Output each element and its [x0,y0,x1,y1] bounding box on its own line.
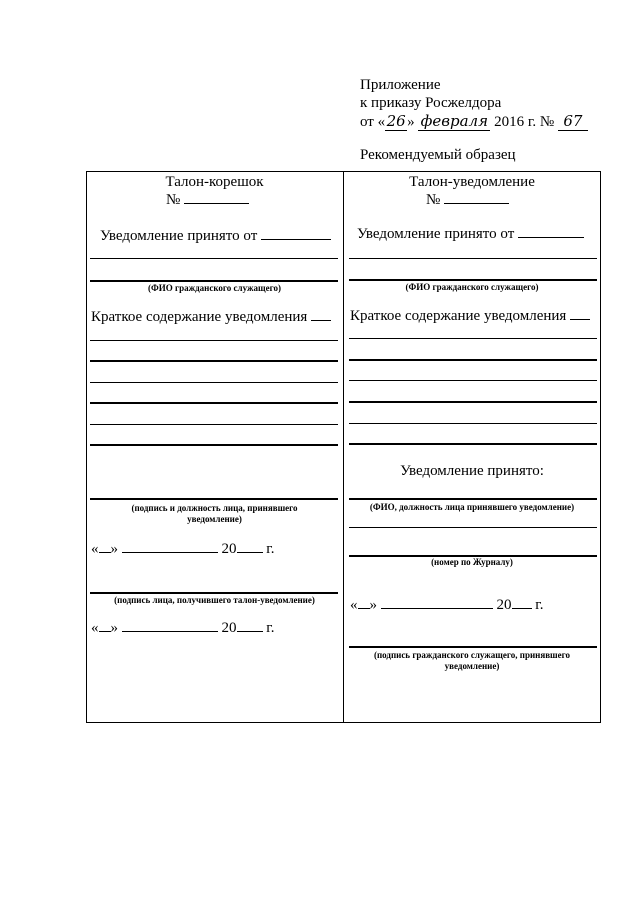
left-date2-year-blank[interactable] [237,618,263,632]
left-date2-month-blank[interactable] [122,618,218,632]
left-summary-line-3[interactable] [90,382,338,383]
right-date-field [350,595,543,614]
left-summary-line-1[interactable] [90,340,338,341]
left-date2-open: « [91,620,99,636]
date-open-quote: от « [360,114,386,130]
right-summary-line-5[interactable] [349,423,597,424]
right-number-blank[interactable] [444,190,509,204]
order-reference: к приказу Росжелдора [360,95,502,111]
right-date-close: » [369,597,377,613]
handwritten-month: февраля [418,112,490,131]
right-summary-line-6[interactable] [349,443,597,445]
left-date2-day-blank[interactable] [99,618,111,632]
right-signature-caption-1: (подпись гражданского служащего, принявшего [373,650,571,660]
sample-label: Рекомендуемый образец [360,147,516,163]
right-summary-line-4[interactable] [349,401,597,403]
right-date-open: « [350,597,358,613]
right-fio-caption: (ФИО гражданского служащего) [405,282,539,292]
right-received-from-label: Уведомление принято от [357,226,515,242]
left-summary-line-4[interactable] [90,402,338,404]
order-date-line [360,112,588,131]
right-date-month-blank[interactable] [381,595,493,609]
right-acceptor-line[interactable] [349,498,597,500]
right-summary-line-3[interactable] [349,380,597,381]
right-date-year: 20 [496,597,512,613]
left-received-from-label: Уведомление принято от [100,228,258,244]
right-accepted-label: Уведомление принято: [400,463,544,479]
left-summary-label: Краткое содержание уведомления [91,309,308,325]
right-acceptor-line-2[interactable] [349,527,597,528]
right-journal-caption: (номер по Журналу) [431,557,513,567]
right-fio-line-1[interactable] [349,258,597,259]
right-signature-line[interactable] [349,646,597,648]
left-date2-close: » [110,620,118,636]
right-received-from-blank[interactable] [518,224,584,238]
right-number-field [426,190,526,209]
left-summary-blank[interactable] [311,307,331,321]
left-summary-line-5[interactable] [90,424,338,425]
left-summary [91,307,331,326]
left-date1-day-blank[interactable] [99,539,111,553]
year-and-number-label: 2016 г. № [494,114,555,130]
handwritten-order-number: 67 [558,112,588,131]
left-date1-month-blank[interactable] [122,539,218,553]
date-close-quote: » [407,114,415,130]
right-received-from [357,224,584,243]
left-date2-year: 20 [221,620,237,636]
right-date-year-blank[interactable] [512,595,532,609]
left-signature-caption-1: (подпись и должность лица, принявшего [131,503,298,513]
left-fio-line-1[interactable] [90,258,338,259]
left-number-field [166,190,266,209]
left-summary-line-2[interactable] [90,360,338,362]
right-summary-line-1[interactable] [349,338,597,339]
right-summary-line-2[interactable] [349,359,597,361]
left-date1-year-blank[interactable] [237,539,263,553]
left-title: Талон-корешок [165,174,264,190]
left-received-from-blank[interactable] [261,226,331,240]
right-acceptor-caption: (ФИО, должность лица принявшего уведомление) [369,502,575,512]
left-date1-close: » [110,541,118,557]
right-title: Талон-уведомление [409,174,535,190]
left-signature-caption [86,503,343,525]
left-date1-year: 20 [221,541,237,557]
left-number-label: № [166,192,181,208]
left-number-blank[interactable] [184,190,249,204]
left-fio-line-2[interactable] [90,280,338,282]
left-date1-suffix: г. [266,541,275,557]
right-signature-caption [344,650,600,672]
right-summary-label: Краткое содержание уведомления [350,308,567,324]
right-summary-blank[interactable] [570,306,590,320]
column-divider [343,171,344,723]
left-recipient-line[interactable] [90,592,338,594]
left-date-field-1 [91,539,274,558]
right-fio-line-2[interactable] [349,279,597,281]
left-date1-open: « [91,541,99,557]
left-date2-suffix: г. [266,620,275,636]
right-summary [350,306,590,325]
left-fio-caption: (ФИО гражданского служащего) [148,283,281,293]
appendix-label: Приложение [360,77,441,93]
left-summary-line-6[interactable] [90,444,338,446]
left-signature-caption-2: уведомление) [187,514,242,524]
right-signature-caption-2: уведомление) [444,661,500,671]
right-date-day-blank[interactable] [358,595,370,609]
left-recipient-caption: (подпись лица, получившего талон-уведомление) [114,595,315,605]
handwritten-day: 26 [386,112,406,130]
left-date-field-2 [91,618,274,637]
left-signature-line[interactable] [90,498,338,500]
right-date-suffix: г. [535,597,544,613]
right-number-label: № [426,192,441,208]
left-received-from [100,226,331,245]
